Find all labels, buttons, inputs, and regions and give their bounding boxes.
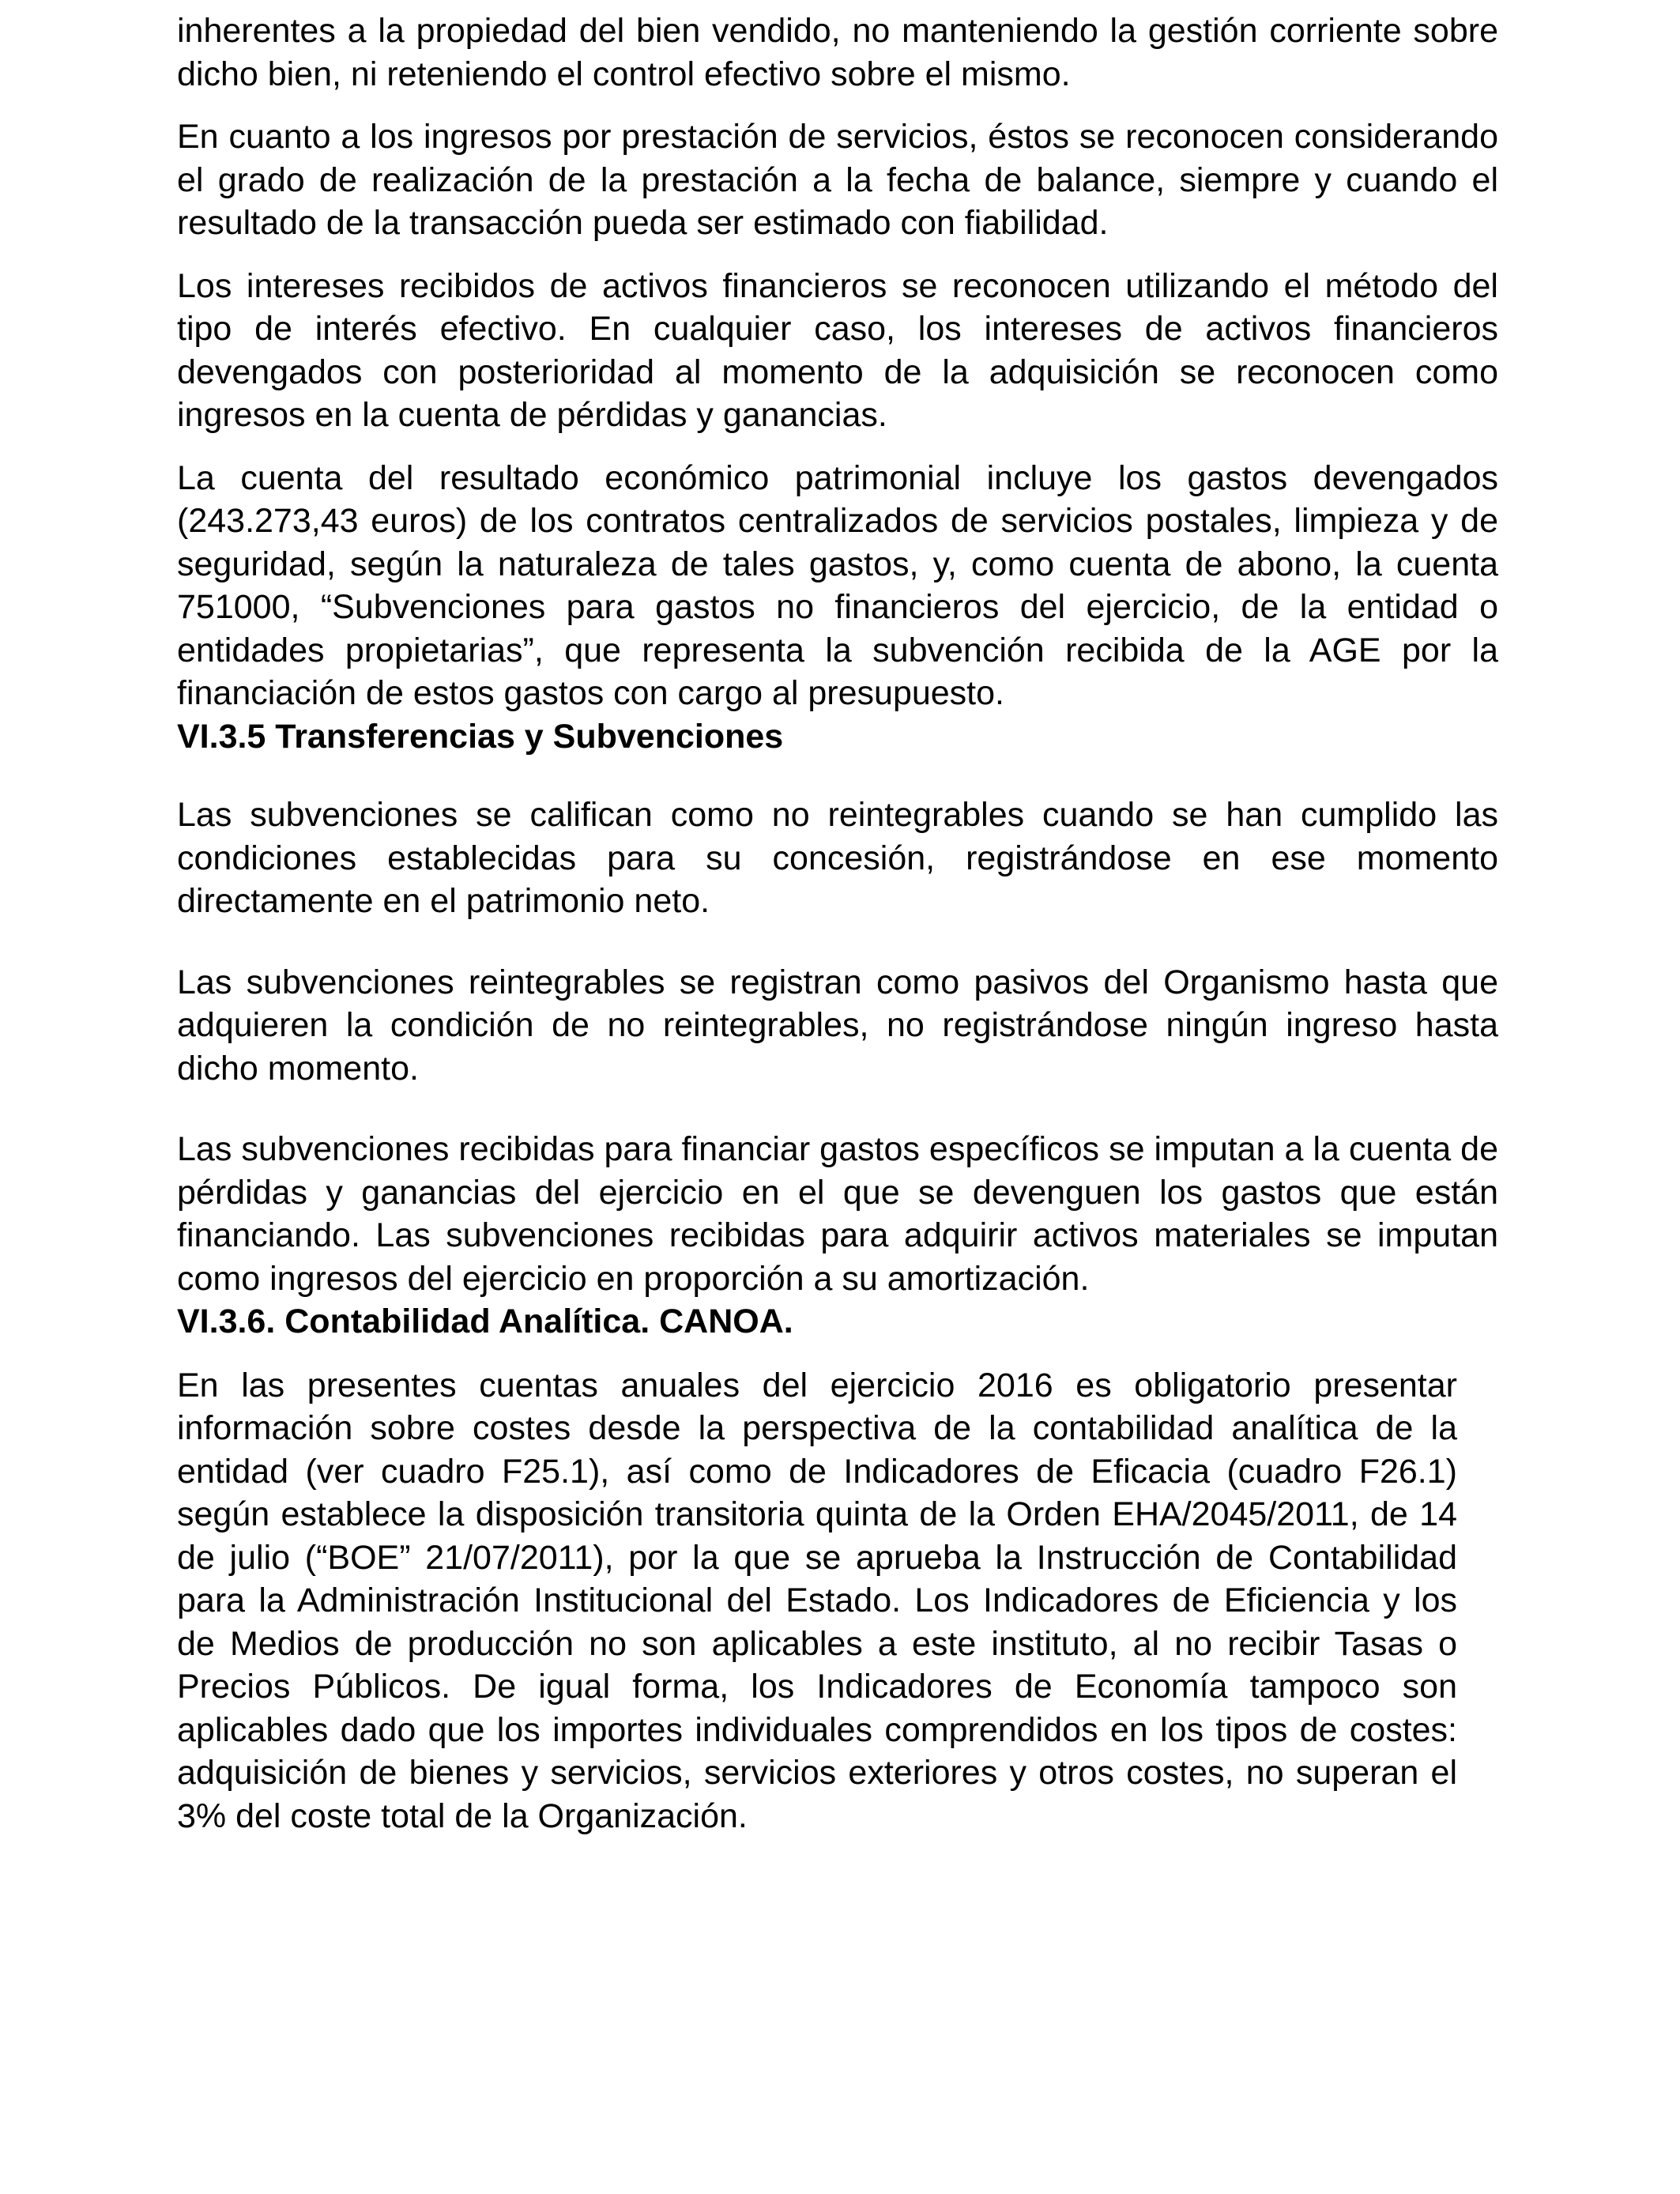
section-heading-analytic-accounting: VI.3.6. Contabilidad Analítica. CANOA. bbox=[177, 1302, 793, 1340]
section-heading-transfers-subsidies: VI.3.5 Transferencias y Subvenciones bbox=[177, 717, 784, 756]
paragraph-services-revenue: En cuanto a los ingresos por prestación de servicios, éstos se reconocen considerando el grado de realización de la prestación a la fecha de balance, siempre y cuando el resultado de la transacción pueda ser estimado con fiabilidad. bbox=[177, 118, 1498, 242]
document-page bbox=[177, 0, 1498, 1838]
paragraph-analytic-accounting: En las presentes cuentas anuales del ejercicio 2016 es obligatorio presentar información sobre costes desde la perspectiva de la contabilidad analítica de la entidad (ver cuadro F25.1), así como de Indicadores de Eficacia (cuadro F26.1) según establece la disposición transitoria quinta de la Orden EHA/2045/2011, de 14 de julio (“BOE” 21/07/2011), por la que se aprueba la Instrucción de Contabilidad para la Administración Institucional del Estado. Los Indicadores de Eficiencia y los de Medios de producción no son aplicables a este instituto, al no recibir Tasas o Precios Públicos. De igual forma, los Indicadores de Economía tampoco son aplicables dado que los importes individuales comprendidos en los tipos de costes: adquisición de bienes y servicios, servicios exteriores y otros costes, no superan el 3% del coste total de la Organización. bbox=[177, 1366, 1457, 1835]
paragraph-interest-revenue: Los intereses recibidos de activos financieros se reconocen utilizando el método del tipo de interés efectivo. En cualquier caso, los intereses de activos financieros devengados con posterioridad al momento de la adquisición se reconocen como ingresos en la cuenta de pérdidas y ganancias. bbox=[177, 266, 1498, 434]
paragraph-refundable-subsidies: Las subvenciones reintegrables se registran como pasivos del Organismo hasta que adquieren la condición de no reintegrables, no registrándose ningún ingreso hasta dicho momento. bbox=[177, 963, 1498, 1088]
paragraph-non-refundable-subsidies: Las subvenciones se califican como no reintegrables cuando se han cumplido las condiciones establecidas para su concesión, registrándose en ese momento directamente en el patrimonio neto. bbox=[177, 796, 1498, 920]
paragraph-accrued-expenses: La cuenta del resultado económico patrimonial incluye los gastos devengados (243.273,43 euros) de los contratos centralizados de servicios postales, limpieza y de seguridad, según la naturaleza de tales gastos, y, como cuenta de abono, la cuenta 751000, “Subvenciones para gastos no financieros del ejercicio, de la entidad o entidades propietarias”, que representa la subvención recibida de la AGE por la financiación de estos gastos con cargo al presupuesto. bbox=[177, 458, 1498, 712]
paragraph-revenue-recognition-end: inherentes a la propiedad del bien vendido, no manteniendo la gestión corriente sobre dicho bien, ni reteniendo el control efectivo sobre el mismo. bbox=[177, 12, 1498, 93]
paragraph-specific-expense-subsidies: Las subvenciones recibidas para financiar gastos específicos se imputan a la cuenta de pérdidas y ganancias del ejercicio en el que se devenguen los gastos que están financiando. Las subvenciones recibidas para adquirir activos materiales se imputan como ingresos del ejercicio en proporción a su amortización. bbox=[177, 1130, 1498, 1298]
